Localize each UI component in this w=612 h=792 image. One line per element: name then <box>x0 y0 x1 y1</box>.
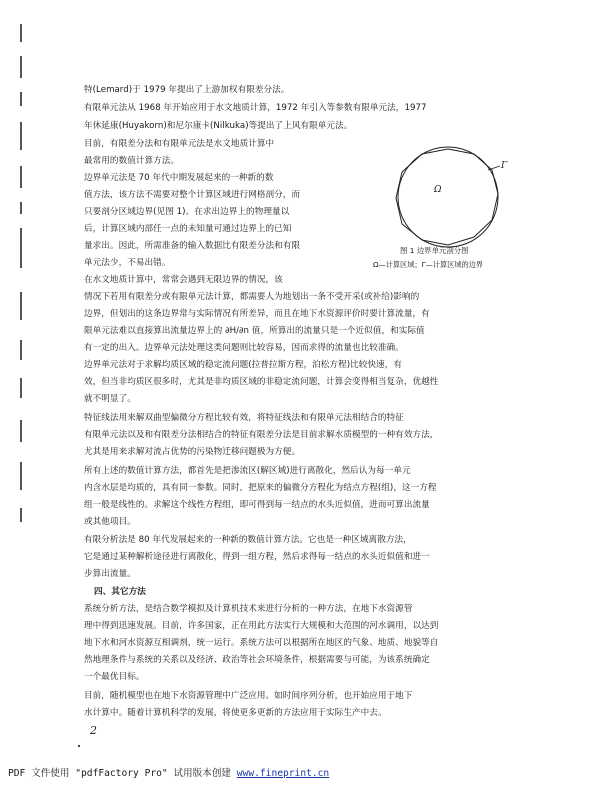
body-line: 有限单元法以及和有限差分法相结合的特征有限差分法是目前求解水质模型的一种有效方法， <box>84 430 439 440</box>
body-line: 目前，有限差分法和有限单元法是水文地质计算中 <box>84 139 275 149</box>
pdf-footer <box>8 765 329 779</box>
footer-link[interactable]: www.fineprint.cn <box>236 768 330 779</box>
figure-caption-note: Ω—计算区域；Γ—计算区域的边界 <box>373 260 484 269</box>
body-line: 步算出流量。 <box>84 569 136 579</box>
body-line: 地下水和河水资源互相调剂，统一运行。系统方法可以根据所在地区的气象、地质、地貌等自 <box>84 638 439 648</box>
body-line: 或其他项目。 <box>84 517 136 527</box>
body-line: 组一般是线性的。求解这个线性方程组，即可得到每一结点的水头近似值，进而可算出流量 <box>84 500 430 510</box>
body-line: 情况下若用有限差分或有限单元法计算，都需要人为地划出一条不受开采(或补给)影响的 <box>84 292 420 302</box>
body-line: 限单元法难以直接算出流量边界上的 ∂H/∂n 值，所算出的流量只是一个近似值，和实际值 <box>84 326 425 336</box>
margin-rule <box>20 122 22 150</box>
margin-rule <box>20 228 22 268</box>
body-line: 有限分析法是 80 年代发展起来的一种新的数值计算方法。它也是一种区域离散方法， <box>84 535 412 545</box>
margin-rule <box>20 508 22 522</box>
margin-rule <box>20 92 22 106</box>
margin-rule <box>20 340 22 360</box>
figure-caption: 图 1 边界单元剖分图 <box>400 246 469 255</box>
body-line: 值方法，该方法不需要对整个计算区域进行网格剖分，而 <box>84 190 301 200</box>
footer-text: PDF 文件使用 "pdfFactory Pro" 试用版本创建 <box>8 768 237 779</box>
body-line: 效，但当非均质区很多时，尤其是非均质区域的非稳定流问题，计算会变得相当复杂，优越性 <box>84 377 439 387</box>
margin-rule <box>20 166 22 188</box>
body-line: 内含水层是均质的，具有同一参数。同时，把原来的偏微分方程化为结点方程(组)，这一方程 <box>84 483 437 493</box>
body-line: 边界单元法是 70 年代中期发展起来的一种新的数 <box>84 173 274 183</box>
body-line: 单元法少，不易出错。 <box>84 258 171 268</box>
scan-dot <box>78 745 80 747</box>
body-line: 目前，随机模型也在地下水资源管理中广泛应用。如时间序列分析，也开始应用于地下 <box>84 691 413 701</box>
body-line: 它是通过某种解析途径进行离散化，得到一组方程，然后求得每一结点的水头近似值和进一 <box>84 552 430 562</box>
gamma-label: Γ <box>501 161 508 171</box>
page-number: 2 <box>90 724 97 737</box>
body-line: 所有上述的数值计算方法，都首先是把渗流区(解区域)进行离散化，然后认为每一单元 <box>84 466 411 476</box>
body-line: 只要剖分区域边界(见图 1)。在求出边界上的物理量以 <box>84 207 290 217</box>
body-line: 最常用的数值计算方法。 <box>84 156 180 166</box>
margin-rule <box>20 24 22 42</box>
margin-rule <box>20 56 22 78</box>
omega-label: Ω <box>434 185 442 195</box>
body-line: 然地理条件与系统的关系以及经济、政治等社会环境条件，根据需要与可能，为该系统确定 <box>84 655 430 665</box>
margin-rule <box>20 378 22 398</box>
margin-rule <box>20 292 22 320</box>
body-line: 系统分析方法，是结合数学模拟及计算机技术来进行分析的一种方法，在地下水资源管 <box>84 604 413 614</box>
margin-rule <box>20 202 22 214</box>
body-line: 有限单元法从 1968 年开始应用于水文地质计算，1972 年引入等参数有限单元法，1977 <box>84 103 427 113</box>
body-line: 后，计算区域内部任一点的未知量可通过边界上的已知 <box>84 224 292 234</box>
body-line: 在水文地质计算中，常常会遇到无限边界的情况，该 <box>84 275 283 285</box>
body-line: 有一定的出入。边界单元法处理这类问题则比较容易，因而求得的流量也比较准确。 <box>84 343 404 353</box>
margin-rule <box>20 462 22 490</box>
body-line: 一个最优目标。 <box>84 672 145 682</box>
margin-rule <box>20 420 22 442</box>
body-line: 特(Lemard)于 1979 年提出了上游加权有限差分法。 <box>84 85 290 95</box>
body-line: 量求出。因此，所需准备的输入数据比有限差分法和有限 <box>84 241 301 251</box>
body-line: 年休延康(Huyakorn)和尼尔康卡(Nilkuka)等提出了上风有限单元法。 <box>84 121 353 131</box>
body-line: 特征线法用来解双曲型偏微分方程比较有效，将特征线法和有限单元法相结合的特征 <box>84 413 404 423</box>
body-line: 理中得到迅速发展。目前，许多国家，正在用此方法实行大规模和大范围的河水调用，以达到 <box>84 621 439 631</box>
body-line: 就不明显了。 <box>84 394 136 404</box>
body-line: 水计算中。随着计算机科学的发展，将使更多更新的方法应用于实际生产中去。 <box>84 708 387 718</box>
body-line: 边界，但划出的这条边界常与实际情况有所差异，而且在地下水资源评价时要计算流量，有 <box>84 309 430 319</box>
section-heading: 四、其它方法 <box>94 587 146 597</box>
body-line: 尤其是用来求解对流占优势的污染物迁移问题极为方便。 <box>84 447 301 457</box>
body-line: 边界单元法对于求解均质区域的稳定流问题(拉普拉斯方程，泊松方程)比较快速，有 <box>84 360 402 370</box>
